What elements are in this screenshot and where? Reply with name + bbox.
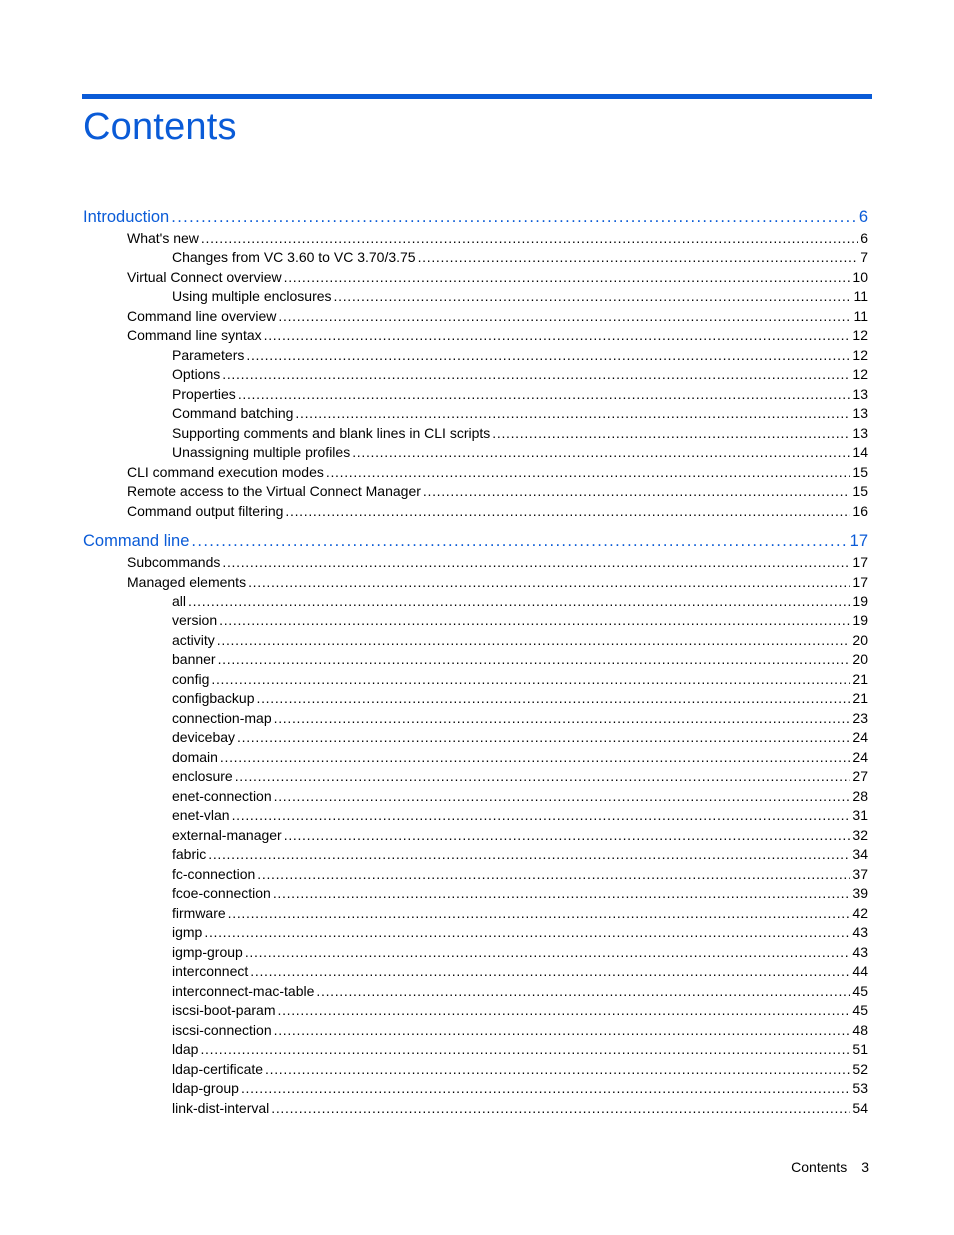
toc-entry-page: 34 [852,846,868,862]
toc-entry-page: 53 [852,1080,868,1096]
toc-entry-page: 19 [852,593,868,609]
toc-entry-page: 15 [852,483,868,499]
toc-entry[interactable] [172,631,868,649]
toc-entry[interactable] [127,326,868,344]
toc-entry-label: ldap [172,1041,199,1057]
toc-entry-label: Subcommands [127,554,221,570]
toc-leader-dots [228,904,851,922]
toc-entry[interactable] [172,962,868,980]
toc-entry-page: 11 [853,288,868,304]
toc-entry-label: iscsi-connection [172,1022,272,1038]
toc-entry-label: firmware [172,905,226,921]
toc-entry-label: version [172,612,218,628]
toc-entry-page: 20 [852,651,868,667]
toc-entry[interactable] [172,1079,868,1097]
toc-entry-label: Supporting comments and blank lines in CLI scripts [172,425,491,441]
toc-leader-dots [191,531,847,551]
toc-leader-dots [274,787,851,805]
toc-leader-dots [246,346,850,364]
page-title: Contents [83,106,237,148]
toc-entry-page: 13 [852,386,868,402]
toc-entry[interactable] [172,826,868,844]
toc-entry[interactable] [172,767,868,785]
toc-entry-page: 23 [852,710,868,726]
toc-leader-dots [277,1001,850,1019]
toc-entry[interactable] [172,592,868,610]
toc-entry-page: 13 [852,425,868,441]
toc-entry-page: 15 [852,464,868,480]
toc-entry[interactable] [127,502,868,520]
toc-entry[interactable] [127,463,868,481]
toc-entry[interactable] [172,806,868,824]
toc-leader-dots [222,365,850,383]
toc-leader-dots [265,1060,850,1078]
toc-entry-page: 52 [852,1061,868,1077]
toc-entry[interactable] [172,404,868,422]
toc-leader-dots [257,865,850,883]
toc-leader-dots [352,443,850,461]
toc-leader-dots [492,424,850,442]
toc-entry[interactable] [172,1060,868,1078]
toc-entry-page: 48 [852,1022,868,1038]
toc-entry-page: 12 [852,327,868,343]
toc-entry[interactable] [172,787,868,805]
toc-leader-dots [284,826,851,844]
toc-entry-label: Command batching [172,405,294,421]
toc-leader-dots [232,806,851,824]
toc-leader-dots [284,268,851,286]
toc-leader-dots [334,287,852,305]
toc-leader-dots [274,1021,851,1039]
toc-entry-page: 42 [852,905,868,921]
toc-entry-page: 12 [852,347,868,363]
footer-page-number: 3 [861,1159,869,1175]
toc-entry-label: fabric [172,846,207,862]
page-footer [791,1159,869,1175]
toc-entry-label: connection-map [172,710,272,726]
toc-entry-label: Command line [83,532,190,550]
toc-entry-page: 17 [849,532,868,550]
toc-entry-label: interconnect [172,963,249,979]
toc-leader-dots [211,670,850,688]
toc-entry[interactable] [172,365,868,383]
toc-entry[interactable] [172,670,868,688]
toc-entry-page: 45 [852,1002,868,1018]
toc-entry-label: activity [172,632,215,648]
toc-entry-page: 7 [860,249,868,265]
toc-entry[interactable] [127,307,868,325]
toc-leader-dots [271,1099,850,1117]
toc-entry-page: 43 [852,944,868,960]
toc-entry-page: 31 [852,807,868,823]
toc-entry[interactable] [127,573,868,591]
toc-entry-page: 24 [852,749,868,765]
toc-entry-label: Using multiple enclosures [172,288,332,304]
toc-leader-dots [188,592,850,610]
toc-entry[interactable] [172,443,868,461]
toc-entry[interactable] [127,268,868,286]
toc-entry[interactable] [172,865,868,883]
toc-leader-dots [218,650,851,668]
toc-entry-label: CLI command execution modes [127,464,324,480]
toc-entry[interactable] [172,709,868,727]
toc-entry-label: config [172,671,210,687]
toc-entry-label: fc-connection [172,866,256,882]
toc-leader-dots [220,748,851,766]
toc-entry-label: What's new [127,230,199,246]
toc-entry-label: Virtual Connect overview [127,269,282,285]
toc-entry-page: 12 [852,366,868,382]
toc-entry[interactable] [127,229,868,247]
toc-leader-dots [235,767,851,785]
toc-entry[interactable] [172,982,868,1000]
toc-entry-page: 43 [852,924,868,940]
toc-leader-dots [285,502,850,520]
toc-entry-page: 51 [852,1041,868,1057]
footer-section-label: Contents [791,1159,848,1175]
toc-entry-label: external-manager [172,827,282,843]
toc-entry[interactable] [127,553,868,571]
toc-leader-dots [295,404,850,422]
toc-entry-label: Parameters [172,347,245,363]
toc-entry[interactable] [172,248,868,266]
toc-leader-dots [219,611,850,629]
toc-leader-dots [201,229,858,247]
toc-leader-dots [171,207,857,227]
toc-entry[interactable] [172,728,868,746]
toc-leader-dots [237,728,850,746]
toc-entry[interactable] [172,346,868,364]
toc-entry-label: Command line syntax [127,327,262,343]
toc-entry-page: 54 [852,1100,868,1116]
toc-leader-dots [257,689,851,707]
toc-entry-page: 37 [852,866,868,882]
toc-leader-dots [238,385,851,403]
toc-entry-page: 11 [853,308,868,324]
toc-entry-label: Unassigning multiple profiles [172,444,351,460]
toc-entry[interactable] [172,884,868,902]
toc-chapter-entry[interactable] [83,207,868,227]
toc-leader-dots [208,845,850,863]
toc-leader-dots [245,943,851,961]
toc-entry-label: banner [172,651,216,667]
toc-entry[interactable] [172,424,868,442]
toc-entry[interactable] [172,287,868,305]
toc-entry-page: 17 [852,574,868,590]
toc-entry-page: 27 [852,768,868,784]
toc-entry[interactable] [172,1001,868,1019]
toc-leader-dots [250,962,850,980]
toc-entry-page: 21 [852,671,868,687]
toc-entry-label: Options [172,366,221,382]
toc-entry-label: Command line overview [127,308,277,324]
toc-entry-page: 19 [852,612,868,628]
toc-entry[interactable] [172,689,868,707]
toc-entry-label: Remote access to the Virtual Connect Manager [127,483,421,499]
toc-entry-page: 39 [852,885,868,901]
toc-entry[interactable] [172,385,868,403]
toc-leader-dots [316,982,850,1000]
toc-entry-label: interconnect-mac-table [172,983,315,999]
toc-entry-label: ldap-group [172,1080,239,1096]
toc-leader-dots [204,923,850,941]
toc-entry[interactable] [127,482,868,500]
toc-entry-label: enet-vlan [172,807,230,823]
toc-leader-dots [423,482,851,500]
toc-entry-page: 6 [860,230,868,246]
toc-entry-label: all [172,593,187,609]
toc-leader-dots [222,553,850,571]
toc-entry[interactable] [172,845,868,863]
toc-leader-dots [248,573,850,591]
toc-entry-label: Introduction [83,208,170,226]
toc-entry-page: 32 [852,827,868,843]
toc-entry-page: 21 [852,690,868,706]
toc-entry[interactable] [172,1099,868,1117]
toc-leader-dots [217,631,851,649]
toc-chapter-entry[interactable] [83,531,868,551]
toc-leader-dots [241,1079,850,1097]
toc-leader-dots [326,463,851,481]
toc-entry[interactable] [172,904,868,922]
toc-entry-label: Command output filtering [127,503,284,519]
toc-leader-dots [274,709,851,727]
toc-leader-dots [418,248,859,266]
header-rule [82,94,872,99]
toc-entry-page: 13 [852,405,868,421]
toc-entry-page: 6 [858,208,868,226]
toc-entry-label: Managed elements [127,574,247,590]
toc-entry-label: igmp-group [172,944,243,960]
toc-entry-label: devicebay [172,729,236,745]
toc-entry-page: 44 [852,963,868,979]
toc-entry-page: 45 [852,983,868,999]
toc-entry-label: link-dist-interval [172,1100,270,1116]
toc-leader-dots [264,326,851,344]
toc-entry-label: ldap-certificate [172,1061,264,1077]
toc-entry-page: 16 [852,503,868,519]
toc-entry-label: enet-connection [172,788,272,804]
toc-entry-label: Changes from VC 3.60 to VC 3.70/3.75 [172,249,416,265]
toc-entry-label: Properties [172,386,236,402]
toc-leader-dots [278,307,851,325]
toc-entry[interactable] [172,611,868,629]
toc-entry[interactable] [172,943,868,961]
toc-entry-page: 17 [852,554,868,570]
toc-entry-label: configbackup [172,690,255,706]
toc-entry-page: 28 [852,788,868,804]
toc-entry-label: fcoe-connection [172,885,271,901]
toc-leader-dots [200,1040,850,1058]
toc-entry-page: 10 [852,269,868,285]
toc-entry[interactable] [172,650,868,668]
toc-entry[interactable] [172,748,868,766]
toc-entry[interactable] [172,1021,868,1039]
toc-entry-label: iscsi-boot-param [172,1002,276,1018]
toc-entry-page: 14 [852,444,868,460]
toc-leader-dots [273,884,851,902]
toc-entry-label: enclosure [172,768,233,784]
toc-entry-label: igmp [172,924,203,940]
toc-entry-label: domain [172,749,218,765]
toc-entry[interactable] [172,923,868,941]
toc-entry[interactable] [172,1040,868,1058]
toc-entry-page: 24 [852,729,868,745]
toc-entry-page: 20 [852,632,868,648]
